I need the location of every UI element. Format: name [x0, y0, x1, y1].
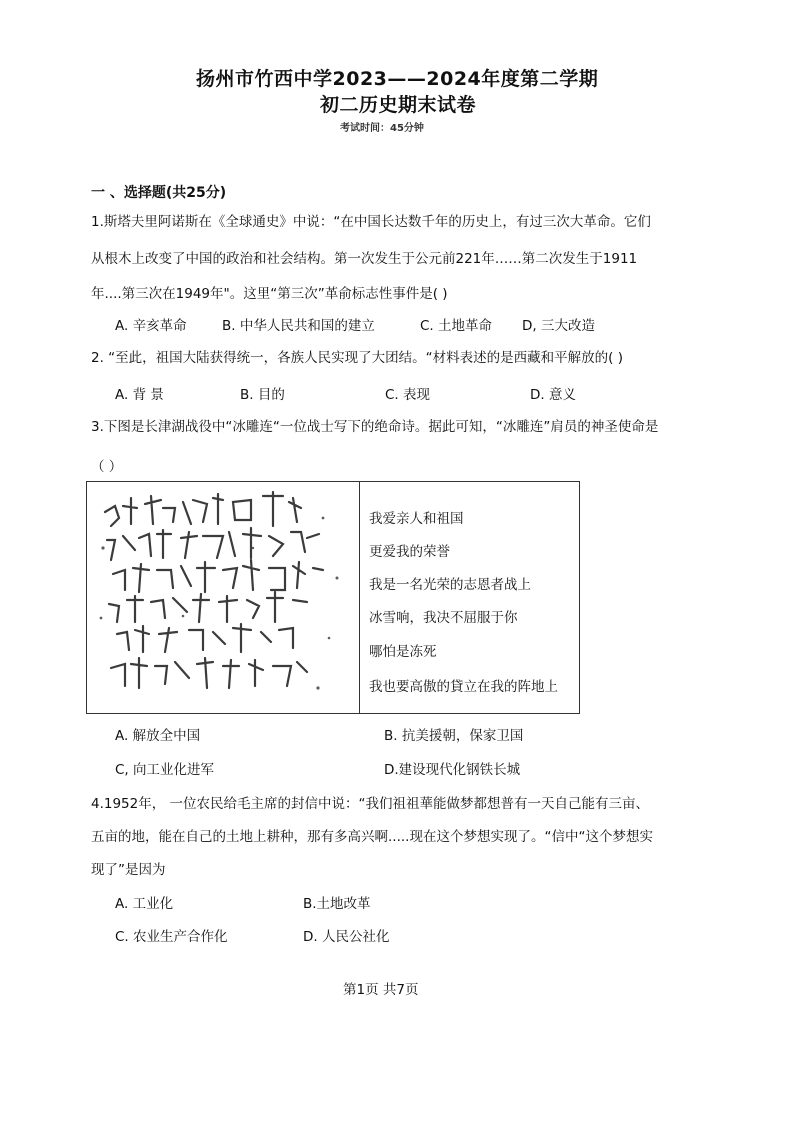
- question-text: 现了”是因为: [91, 862, 166, 878]
- poem-line: 冰雪响，我决不屈服于你: [369, 610, 518, 626]
- option-a[interactable]: A. 工业化: [115, 896, 174, 912]
- option-b[interactable]: B. 目的: [240, 387, 285, 403]
- handwritten-poem-image: [93, 488, 353, 708]
- option-a[interactable]: A. 解放全中国: [115, 728, 201, 744]
- option-b[interactable]: B. 中华人民共和国的建立: [222, 318, 375, 334]
- page-title-line2: 初二历史期末试卷: [320, 94, 477, 116]
- option-c[interactable]: C. 农业生产合作化: [115, 929, 228, 945]
- option-c[interactable]: C. 土地革命: [420, 318, 493, 334]
- option-c[interactable]: C. 表现: [385, 387, 431, 403]
- poem-line: 哪怕是冻死: [369, 644, 437, 660]
- question-text: 从根木上改变了中国的政治和社会结构。第一次发生于公元前221年……第二次发生于1911: [91, 251, 638, 267]
- question-text: 年....第三次在1949年"。这里“第三次”革俞标志性事件是( ): [91, 286, 448, 302]
- option-c[interactable]: C, 向工业化进军: [115, 762, 215, 778]
- question-text: 1.斯塔夫里阿诺斯在《全球通史》中说：“在中国长达数千年的历史上，有过三次大革命。它们: [91, 214, 651, 230]
- option-b[interactable]: B.土地改革: [303, 896, 371, 912]
- question-text: 五亩的地，能在自己的土地上耕种，那有多高兴啊.....现在这个梦想实现了。“信中“这个梦想实: [91, 829, 653, 845]
- figure-divider: [359, 482, 360, 713]
- option-d[interactable]: D. 人民公社化: [303, 929, 390, 945]
- option-b[interactable]: B. 抗美援朝，保家卫国: [384, 728, 524, 744]
- exam-time: 考试时间：45分钟: [340, 123, 424, 134]
- option-d[interactable]: D, 三大改造: [522, 318, 595, 334]
- section-heading: 一 、选择题(共25分): [91, 185, 227, 201]
- poem-line: 更爱我的荣誉: [369, 544, 450, 560]
- question-text: 2. “至此，祖国大陆获得统一，各族人民实现了大团结。“材料表述的是西藏和平解放的( ): [91, 350, 623, 366]
- question-text: 4.1952年， 一位农民给毛主席的封信中说：“我们祖祖華能做梦都想普有一天自己能有三亩、: [91, 796, 650, 812]
- question-text: 3.下图是长津湖战役中“冰雕连“一位战士写下的绝命诗。据此可知，“冰雕连”肩员的神圣使命是: [91, 419, 659, 435]
- answer-blank: （ ）: [91, 459, 123, 475]
- page-number: 第1页 共7页: [343, 982, 419, 998]
- option-d[interactable]: D.建设现代化钢铁长城: [384, 762, 521, 778]
- option-d[interactable]: D. 意义: [530, 387, 576, 403]
- poem-line: 我是一名光荣的志恩者战上: [369, 577, 531, 593]
- option-a[interactable]: A. 辛亥革命: [115, 318, 187, 334]
- poem-line: 我爱亲人和祖国: [369, 511, 464, 527]
- poem-figure: [86, 481, 580, 714]
- page-title-line1: 扬州市竹西中学2023——2024年度第二学期: [196, 68, 599, 90]
- poem-line: 我也要高傲的貸立在我的阵地上: [369, 679, 558, 695]
- option-a[interactable]: A. 背 景: [115, 387, 164, 403]
